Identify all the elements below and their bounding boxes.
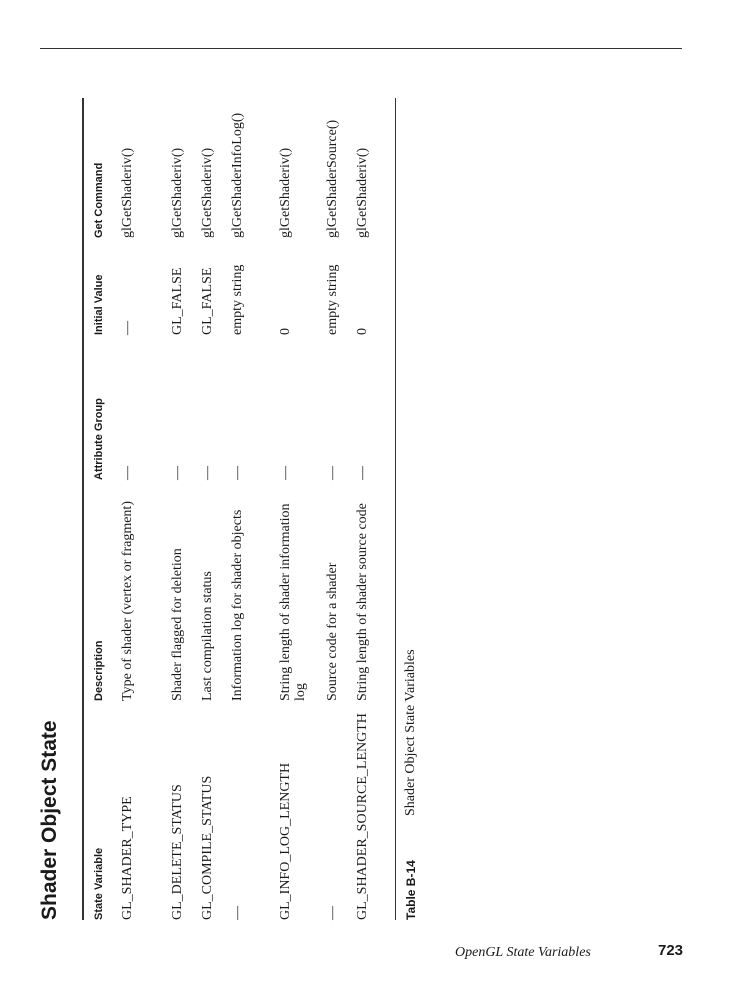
table-row-3-initial-value: empty string <box>230 264 245 335</box>
table-row-2-description: Last compilation status <box>200 571 215 701</box>
table-row-1-attribute-group: — <box>170 466 185 480</box>
table-row-0-description: Type of shader (vertex or fragment) <box>120 501 135 701</box>
table-row-1-description: Shader flagged for deletion <box>170 548 185 701</box>
table-row-4-initial-value: 0 <box>278 328 293 335</box>
table-row-0-state-variable: GL_SHADER_TYPE <box>120 796 135 920</box>
table-row-4-get-command: glGetShaderiv() <box>278 147 293 238</box>
header-get-command: Get Command <box>93 162 105 238</box>
section-title: Shader Object State <box>38 720 61 920</box>
table-row-1-get-command: glGetShaderiv() <box>170 147 185 238</box>
table-row-2-state-variable: GL_COMPILE_STATUS <box>200 775 215 920</box>
table-row-6-state-variable: GL_SHADER_SOURCE_LENGTH <box>355 713 370 920</box>
table-row-2-get-command: glGetShaderiv() <box>200 147 215 238</box>
table-row-1-initial-value: GL_FALSE <box>170 267 185 335</box>
table-row-0-attribute-group: — <box>120 466 135 480</box>
table-row-4-description: String length of shader information log <box>278 503 308 701</box>
table-row-3-state-variable: — <box>230 906 245 920</box>
header-state-variable: State Variable <box>93 847 105 920</box>
running-title: OpenGL State Variables <box>455 945 591 960</box>
table-row-6-attribute-group: — <box>355 466 370 480</box>
header-attribute-group: Attribute Group <box>93 398 105 480</box>
table-row-6-initial-value: 0 <box>355 328 370 335</box>
table-row-6-get-command: glGetShaderiv() <box>355 147 370 238</box>
table-row-5-state-variable: — <box>325 906 340 920</box>
table-row-2-attribute-group: — <box>200 466 215 480</box>
table-caption-text: Shader Object State Variables <box>403 649 418 816</box>
rotated-content <box>38 78 418 920</box>
table-row-2-initial-value: GL_FALSE <box>200 267 215 335</box>
table-caption-label: Table B-14 <box>404 860 418 920</box>
table-bottom-rule <box>395 98 396 920</box>
top-rule <box>40 48 682 49</box>
table-row-3-attribute-group: — <box>230 466 245 480</box>
table-row-5-get-command: glGetShaderSource() <box>325 119 340 238</box>
table-top-rule <box>82 98 84 920</box>
table-row-3-get-command: glGetShaderInfoLog() <box>230 112 245 238</box>
page-number: 723 <box>658 942 684 959</box>
table-row-4-attribute-group: — <box>278 466 293 480</box>
table-row-5-initial-value: empty string <box>325 264 340 335</box>
table-row-4-state-variable: GL_INFO_LOG_LENGTH <box>278 762 293 920</box>
header-initial-value: Initial Value <box>93 274 105 335</box>
table-row-6-description: String length of shader source code <box>355 503 370 701</box>
table-row-5-description: Source code for a shader <box>325 562 340 701</box>
header-description: Description <box>93 640 105 701</box>
table-row-0-initial-value: — <box>120 321 135 335</box>
table-row-0-get-command: glGetShaderiv() <box>120 147 135 238</box>
table-row-5-attribute-group: — <box>325 466 340 480</box>
table-row-1-state-variable: GL_DELETE_STATUS <box>170 784 185 920</box>
table-row-3-description: Information log for shader objects <box>230 509 245 701</box>
